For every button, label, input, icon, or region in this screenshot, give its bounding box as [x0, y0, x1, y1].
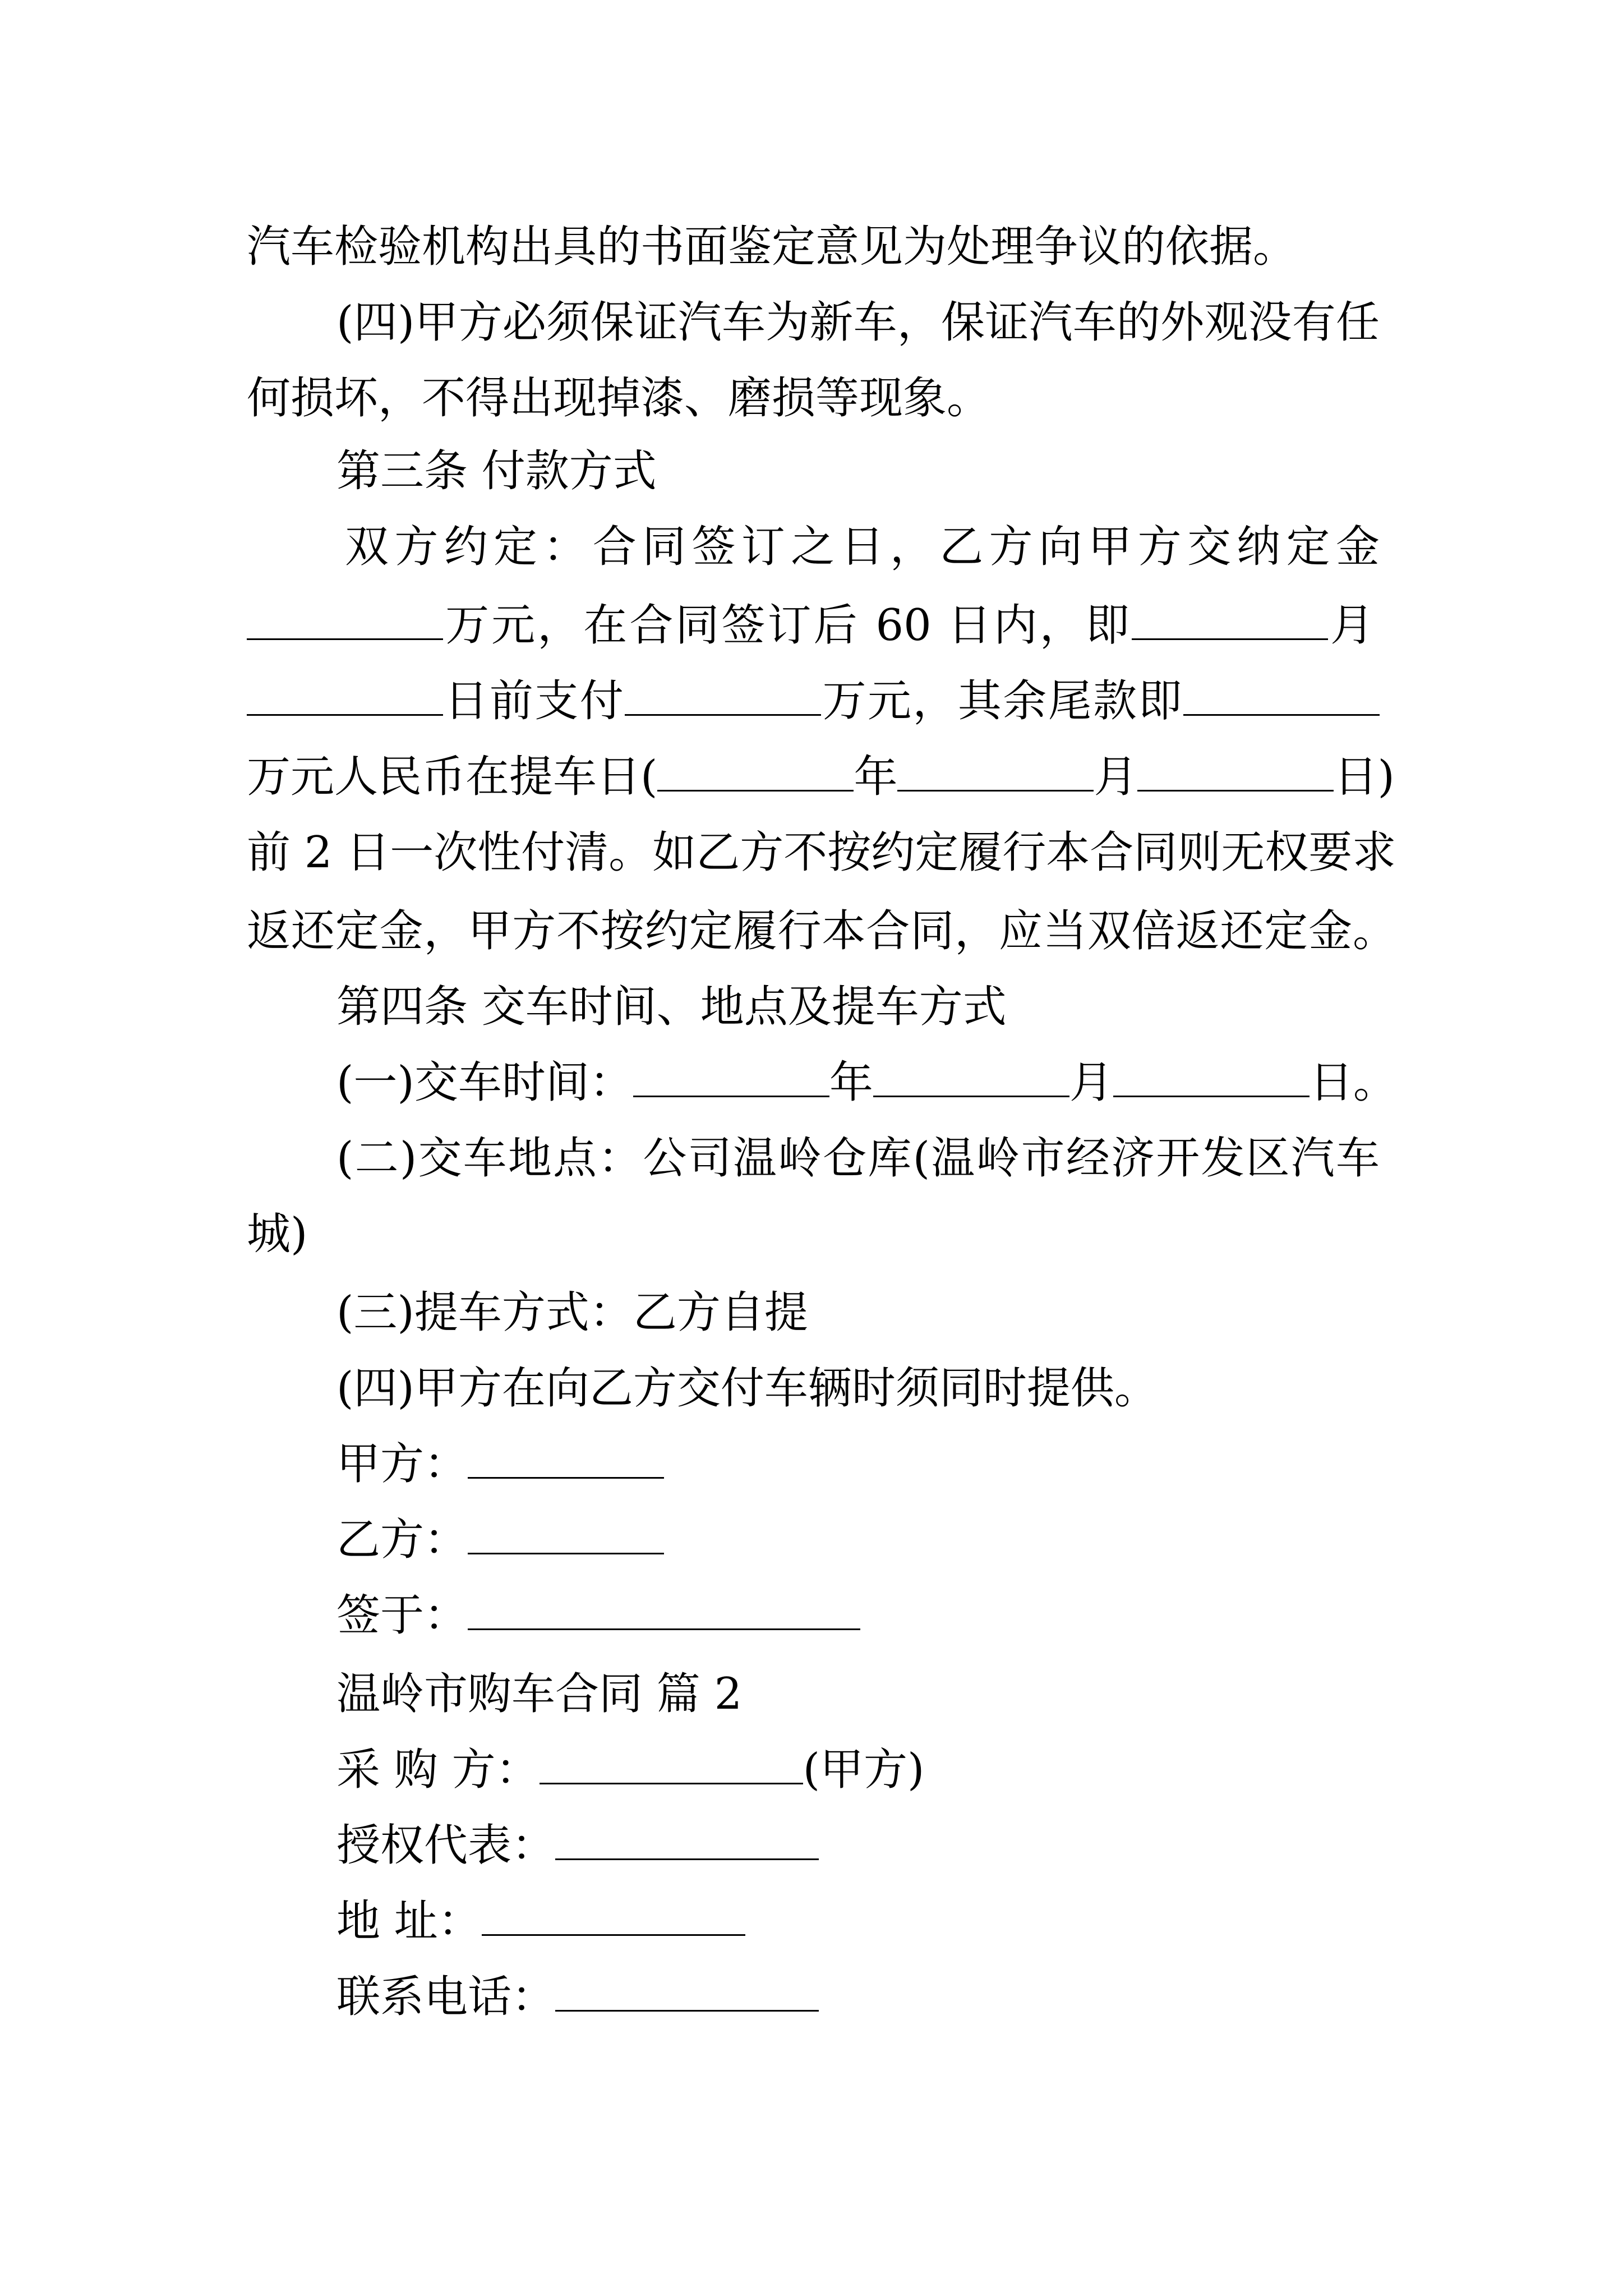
purchaser-line: [0, 1742, 1623, 1798]
text: 日内，即: [947, 600, 1132, 651]
label: 采 购 方：: [336, 1745, 540, 1795]
paragraph-line: [0, 1360, 1623, 1416]
text: (二)交车地点：公司温岭仓库(温岭市经济开发区汽车: [336, 1133, 1380, 1184]
fill-in-blank[interactable]: [1183, 679, 1380, 716]
text: 日前支付: [443, 676, 625, 726]
text: 60: [875, 600, 932, 651]
paragraph-line: [0, 749, 1623, 805]
label: 地 址：: [336, 1896, 482, 1947]
party-a-blank[interactable]: [468, 1442, 664, 1479]
label: 授权代表：: [336, 1820, 556, 1871]
text: 双方约定：合同签订之日，乙方向甲方交纳定金: [345, 522, 1380, 572]
text: 月: [1094, 752, 1138, 802]
signature-line-party-b: [0, 1512, 1623, 1568]
paragraph-line: [0, 519, 1623, 575]
section-heading: [0, 443, 1623, 499]
text: 年: [829, 1057, 873, 1108]
label: 甲方：: [336, 1439, 468, 1489]
signed-at-blank[interactable]: [468, 1594, 860, 1630]
text: (四)甲方必须保证汽车为新车，保证汽车的外观没有任: [336, 297, 1380, 348]
representative-blank[interactable]: [555, 1824, 819, 1860]
fill-in-blank[interactable]: [633, 1061, 829, 1097]
section-title: [0, 1666, 1623, 1722]
fill-in-blank[interactable]: [247, 604, 443, 640]
text: 日。: [1309, 1057, 1397, 1108]
text: 城): [247, 1209, 308, 1259]
fill-in-blank[interactable]: [657, 755, 854, 792]
text: 年: [854, 752, 898, 802]
text: (三)提车方式：乙方自提: [336, 1287, 808, 1338]
text: 万元人民币在提车日(: [247, 752, 658, 802]
text: 前 2 日一次性付清。如乙方不按约定履行本合同则无权要求: [247, 827, 1396, 878]
section-heading: [0, 979, 1623, 1035]
text: 万元，其余尾款即: [821, 676, 1183, 726]
text: 返还定金，甲方不按约定履行本合同，应当双倍返还定金。: [247, 906, 1396, 956]
purchaser-blank[interactable]: [540, 1748, 803, 1784]
paragraph-line: [0, 597, 1623, 654]
text: 日): [1334, 752, 1395, 802]
text: 汽车检验机构出具的书面鉴定意见为处理争议的依据。: [247, 222, 1297, 272]
text: 月: [1327, 600, 1374, 651]
text: (甲方): [803, 1745, 925, 1795]
paragraph-line: [0, 219, 1623, 275]
title-text: 温岭市购车合同 篇 2: [336, 1669, 743, 1719]
label: 签于：: [336, 1590, 468, 1641]
paragraph-line: [0, 673, 1623, 729]
signature-line-party-a: [0, 1436, 1623, 1492]
label: 联系电话：: [336, 1972, 556, 2022]
paragraph-line: [0, 1055, 1623, 1111]
phone-line: [0, 1969, 1623, 2025]
phone-blank[interactable]: [555, 1975, 819, 2012]
fill-in-blank[interactable]: [625, 679, 821, 716]
fill-in-blank[interactable]: [247, 679, 443, 716]
fill-in-blank[interactable]: [1137, 755, 1334, 792]
paragraph-line: [0, 1285, 1623, 1341]
paragraph-line: [0, 1130, 1623, 1186]
party-b-blank[interactable]: [468, 1518, 664, 1554]
fill-in-blank[interactable]: [1132, 604, 1328, 640]
paragraph-line: [0, 903, 1623, 959]
text: 万元，在合同签订后: [443, 600, 860, 651]
paragraph-line: [0, 825, 1623, 881]
address-line: [0, 1893, 1623, 1949]
text: 何损坏，不得出现掉漆、磨损等现象。: [247, 373, 991, 424]
heading-text: 第三条 付款方式: [336, 446, 657, 496]
signed-at-line: [0, 1588, 1623, 1644]
text: (四)甲方在向乙方交付车辆时须同时提供。: [336, 1363, 1158, 1414]
representative-line: [0, 1818, 1623, 1874]
fill-in-blank[interactable]: [897, 755, 1094, 792]
paragraph-line: [0, 295, 1623, 351]
heading-text: 第四条 交车时间、地点及提车方式: [336, 982, 1007, 1032]
text: (一)交车时间：: [336, 1057, 633, 1108]
paragraph-line: [0, 370, 1623, 426]
fill-in-blank[interactable]: [1113, 1061, 1310, 1097]
paragraph-line: [0, 1206, 1623, 1262]
address-blank[interactable]: [482, 1899, 745, 1936]
text: 月: [1069, 1057, 1113, 1108]
label: 乙方：: [336, 1515, 468, 1565]
fill-in-blank[interactable]: [873, 1061, 1069, 1097]
